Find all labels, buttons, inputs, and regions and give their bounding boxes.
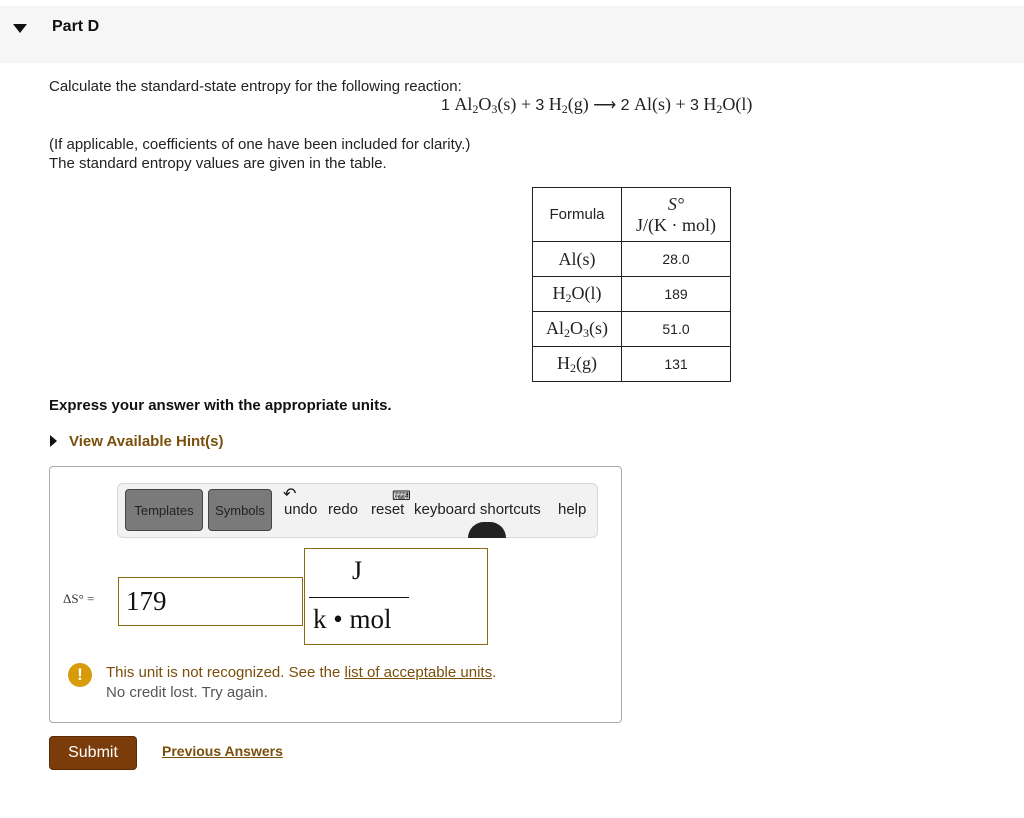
coef-2: 3 xyxy=(535,97,545,114)
entropy-unit: J/(K · mol) xyxy=(636,214,716,235)
previous-answers-link[interactable]: Previous Answers xyxy=(162,743,283,759)
table-row xyxy=(533,277,731,312)
reactant-1: $Al_2O_3(s)$ xyxy=(454,94,517,116)
keyboard-icon: ⌨ xyxy=(392,488,411,503)
reactant-2: $H_2(g)$ xyxy=(548,94,589,116)
entropy-symbol: S° xyxy=(667,193,685,214)
header-formula: Formula xyxy=(533,188,622,242)
reaction-equation xyxy=(441,94,752,117)
unit-numerator: J xyxy=(352,556,363,585)
feedback-message: This unit is not recognized. See the list of acceptable units. xyxy=(106,664,497,681)
coef-1: 1 xyxy=(441,97,450,114)
warning-icon: ! xyxy=(68,663,92,687)
table-header-row xyxy=(533,188,731,242)
feedback-subtext: No credit lost. Try again. xyxy=(106,684,268,701)
formula-cell: Al(s) xyxy=(533,242,622,277)
coef-3: 2 xyxy=(620,97,630,114)
value-cell: 51.0 xyxy=(622,312,731,347)
table-row xyxy=(533,312,731,347)
formula-cell: $H_2O(l)$ xyxy=(533,277,622,312)
reaction-arrow-icon: ⟶ xyxy=(593,97,617,114)
express-instruction: Express your answer with the appropriate units. xyxy=(49,397,392,414)
acceptable-units-link[interactable]: list of acceptable units xyxy=(344,664,493,681)
part-title: Part D xyxy=(52,18,100,35)
formula-cell: $H_2(g)$ xyxy=(533,347,622,382)
product-1: Al(s) xyxy=(633,94,671,114)
undo-button[interactable]: undo xyxy=(284,501,318,518)
header-entropy xyxy=(622,188,731,242)
answer-value-input[interactable]: 179 xyxy=(118,577,303,626)
table-row xyxy=(533,347,731,382)
submit-button[interactable]: Submit xyxy=(49,736,137,770)
fraction-bar xyxy=(309,597,409,598)
unit-denominator: k • mol xyxy=(313,604,392,634)
keyboard-shortcuts-button[interactable]: keyboard shortcuts xyxy=(414,501,541,518)
coef-4: 3 xyxy=(690,97,699,114)
question-prompt: Calculate the standard-state entropy for the following reaction: xyxy=(49,78,462,95)
delta-s-label: ΔS° = xyxy=(63,591,95,606)
redo-button[interactable]: redo xyxy=(328,501,359,518)
part-header xyxy=(0,6,1024,63)
plus-sign: + xyxy=(520,94,531,114)
product-2: $H_2O(l)$ xyxy=(703,94,753,116)
value-cell: 28.0 xyxy=(622,242,731,277)
collapse-caret-icon[interactable] xyxy=(13,24,27,33)
view-hints-link[interactable]: View Available Hint(s) xyxy=(69,433,224,450)
hint-caret-icon[interactable] xyxy=(50,435,57,447)
help-button[interactable]: help xyxy=(558,501,587,518)
templates-button[interactable]: Templates xyxy=(125,489,203,531)
plus-sign: + xyxy=(675,94,686,114)
formula-cell: $Al_2O_3(s)$ xyxy=(533,312,622,347)
note-coefficients: (If applicable, coefficients of one have been included for clarity.) xyxy=(49,136,471,153)
symbols-button[interactable]: Symbols xyxy=(208,489,272,531)
value-cell: 131 xyxy=(622,347,731,382)
undo-icon[interactable]: ↶ xyxy=(283,486,297,503)
note-table: The standard entropy values are given in the table. xyxy=(49,155,387,172)
reset-button[interactable]: reset xyxy=(371,501,405,518)
value-cell: 189 xyxy=(622,277,731,312)
table-row xyxy=(533,242,731,277)
entropy-table xyxy=(532,187,731,382)
